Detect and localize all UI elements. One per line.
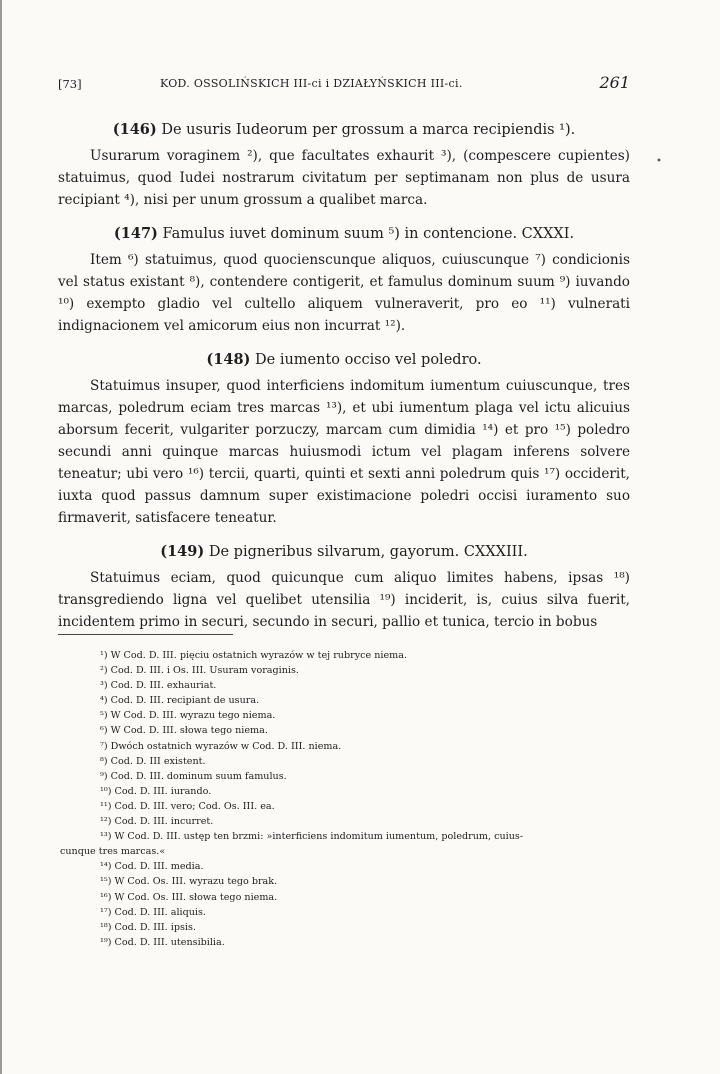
section-number: (149) bbox=[160, 543, 205, 560]
section-paragraph: Item ⁶) statuimus, quod quocienscunque aliquos, cuiuscunque ⁷) condicionis vel status existant ⁸), contendere contigerit, et famulus dominum suum ⁹) iuvando ¹⁰) exempto gladio vel cultello aliquem vulneraverit, pro eo ¹¹) vulnerati indignacionem vel amicorum eius non incurrat ¹²). bbox=[58, 252, 630, 334]
footnote: ¹³) W Cod. D. III. ustęp ten brzmi: »interficiens indomitum iumentum, poledrum, cuius- bbox=[100, 831, 524, 843]
section-number: (148) bbox=[206, 351, 251, 368]
section-number: (147) bbox=[113, 225, 158, 242]
footnote: ⁸) Cod. D. III existent. bbox=[100, 755, 206, 767]
section-title bbox=[58, 541, 630, 563]
footnote: ¹⁹) Cod. D. III. utensibilia. bbox=[100, 936, 225, 948]
section-heading: Famulus iuvet dominum suum ⁵) in contencione. CXXXI. bbox=[162, 226, 575, 242]
main-text bbox=[58, 119, 630, 633]
footnote: ⁵) W Cod. D. III. wyrazu tego niema. bbox=[100, 710, 276, 722]
footnote: ¹¹) Cod. D. III. vero; Cod. Os. III. ea. bbox=[100, 800, 275, 812]
section-heading: De usuris Iudeorum per grossum a marca recipiendis ¹). bbox=[161, 122, 576, 138]
footnote-divider bbox=[58, 634, 233, 635]
section-number: (146) bbox=[112, 121, 157, 138]
footnote: ⁶) W Cod. D. III. słowa tego niema. bbox=[100, 725, 268, 737]
header-left: [73] bbox=[58, 77, 82, 91]
footnote: ¹²) Cod. D. III. incurret. bbox=[100, 816, 214, 828]
margin-mark: • bbox=[656, 156, 662, 167]
footnote: ⁴) Cod. D. III. recipiant de usura. bbox=[100, 695, 260, 707]
section-title bbox=[58, 119, 630, 141]
footnote: ³) Cod. D. III. exhauriat. bbox=[100, 680, 217, 692]
footnote: ²) Cod. D. III. i Os. III. Usuram voraginis. bbox=[100, 665, 299, 677]
page-edge-rule bbox=[0, 0, 2, 1074]
section-paragraph: Statuimus eciam, quod quicunque cum aliquo limites habens, ipsas ¹⁸) transgrediendo ligna vel quelibet utensilia ¹⁹) inciderit, is, cuius silva fuerit, incidentem primo in securi, secundo in securi, pallio et tunica, tercio in bobus bbox=[58, 570, 630, 630]
running-header bbox=[58, 73, 630, 97]
footnote: ⁹) Cod. D. III. dominum suum famulus. bbox=[100, 770, 287, 782]
footnote: ¹⁶) W Cod. Os. III. słowa tego niema. bbox=[100, 891, 278, 903]
footnote: ¹⁴) Cod. D. III. media. bbox=[100, 861, 204, 873]
page-number: 261 bbox=[599, 73, 630, 92]
footnote: ¹⁰) Cod. D. III. iurando. bbox=[100, 785, 212, 797]
footnote: ⁷) Dwóch ostatnich wyrazów w Cod. D. III. niema. bbox=[100, 740, 342, 752]
section-title bbox=[58, 349, 630, 371]
footnotes bbox=[58, 648, 630, 950]
footnote: ¹⁵) W Cod. Os. III. wyrazu tego brak. bbox=[100, 876, 278, 888]
footnote: ¹⁸) Cod. D. III. ipsis. bbox=[100, 921, 196, 933]
footnote: ¹⁷) Cod. D. III. aliquis. bbox=[100, 906, 206, 918]
section-heading: De iumento occiso vel poledro. bbox=[255, 352, 482, 368]
section-paragraph: Statuimus insuper, quod interficiens indomitum iumentum cuiuscunque, tres marcas, poledrum eciam tres marcas ¹³), et ubi iumentum plaga vel ictu alicuius aborsum fecerit, vulgariter porzuczy, marcam cum dimidia ¹⁴) et pro ¹⁵) poledro secundi anni quinque marcas huiusmodi ictum vel plagam inferens solvere teneatur; ubi vero ¹⁶) tercii, quarti, quinti et sexti anni poledrum quis ¹⁷) occiderit, iuxta quod passus damnum super existimacione poledri occisi iuramento suo firmaverit, satisfacere teneatur. bbox=[58, 378, 630, 526]
footnote: ¹) W Cod. D. III. pięciu ostatnich wyrazów w tej rubryce niema. bbox=[100, 650, 408, 661]
section-heading: De pigneribus silvarum, gayorum. CXXXIII. bbox=[208, 544, 528, 560]
footnote-continuation: cunque tres marcas.« bbox=[60, 846, 166, 858]
header-title: KOD. OSSOLIŃSKICH III-ci i DZIAŁYŃSKICH III-ci. bbox=[160, 77, 463, 90]
section-paragraph: Usurarum voraginem ²), que facultates exhaurit ³), (compescere cupientes) statuimus, quod Iudei nostrarum civitatum per septimanam non plus de usura recipiant ⁴), nisi per unum grossum a qualibet marca. bbox=[58, 148, 630, 208]
section-title bbox=[58, 223, 630, 245]
